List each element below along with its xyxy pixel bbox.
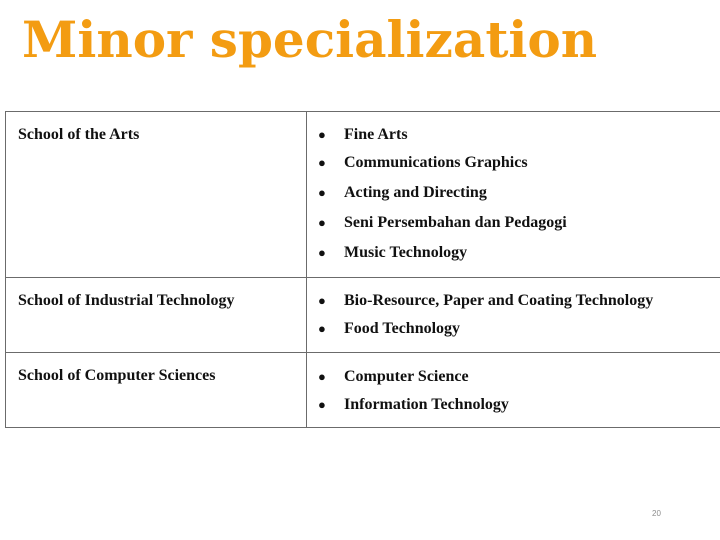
bullet-icon: ● — [318, 155, 326, 170]
bullet-icon: ● — [318, 127, 326, 142]
list-item: ● Bio-Resource, Paper and Coating Technology — [318, 292, 654, 309]
list-item: ● Communications Graphics — [318, 154, 528, 171]
bullet-icon: ● — [318, 185, 326, 200]
bullet-icon: ● — [318, 369, 326, 384]
list-item: ● Computer Science — [318, 368, 469, 385]
list-item: ● Music Technology — [318, 244, 468, 261]
list-item: ● Food Technology — [318, 320, 461, 337]
school-name: School of Computer Sciences — [18, 367, 216, 384]
list-item: ● Information Technology — [318, 396, 509, 413]
school-name: School of the Arts — [18, 126, 140, 143]
list-item: ● Acting and Directing — [318, 184, 487, 201]
page-number: 20 — [652, 509, 661, 518]
table-row-school-of-computer-sciences — [6, 353, 720, 428]
specialization-table — [5, 111, 720, 428]
bullet-icon: ● — [318, 293, 326, 308]
list-item: ● Fine Arts — [318, 126, 408, 143]
bullet-icon: ● — [318, 321, 326, 336]
list-item: ● Seni Persembahan dan Pedagogi — [318, 214, 567, 231]
bullet-icon: ● — [318, 215, 326, 230]
school-cell — [6, 278, 307, 352]
table-row-school-of-the-arts — [6, 112, 720, 278]
school-cell — [6, 353, 307, 428]
bullet-icon: ● — [318, 245, 326, 260]
slide-title: Minor specialization — [22, 10, 598, 69]
school-cell — [6, 112, 307, 277]
school-name: School of Industrial Technology — [18, 292, 235, 309]
table-row-school-of-industrial-technology — [6, 278, 720, 353]
bullet-icon: ● — [318, 397, 326, 412]
